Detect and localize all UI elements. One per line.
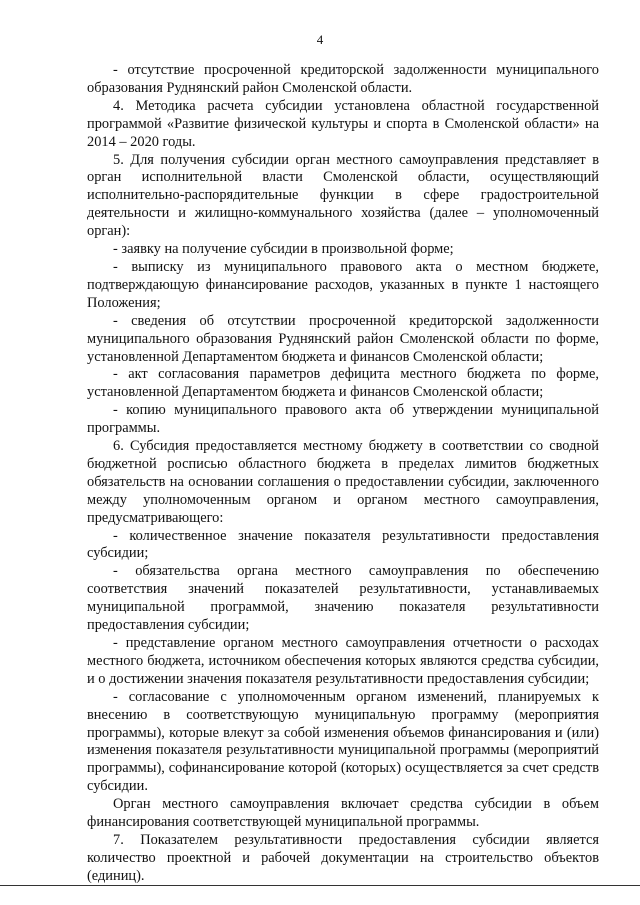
list-item-budget-extract: - выписку из муниципального правового акта о местном бюджете, подтверждающую финансирование расходов, указанных в пункте 1 настоящего Положения; [87,258,599,311]
page-number: 4 [316,32,324,47]
list-item-debt-info: - сведения об отсутствии просроченной кредиторской задолженности муниципального образования Руднянский район Смоленской области по форме, установленной Департаментом бюджета и финансов Смоленской области; [87,312,599,365]
paragraph-4-calculation-method: 4. Методика расчета субсидии установлена областной государственной программой «Развитие физической культуры и спорта в Смоленской области» на 2014 – 2020 годы. [87,97,599,150]
paragraph-5-documents: 5. Для получения субсидии орган местного самоуправления представляет в орган исполнительной власти Смоленской области, осуществляющий исполнительно-распорядительные функции в сфере градостроительной деятельности и жилищно-коммунального хозяйства (далее – уполномоченный орган): [87,151,599,240]
list-item-obligations: - обязательства органа местного самоуправления по обеспечению соответствия значений показателей результативности, устанавливаемых муниципальной программой, значению показателя результативности предоставления субсидии; [87,563,599,634]
paragraph-no-overdue-debt: - отсутствие просроченной кредиторской задолженности муниципального образования Руднянский район Смоленской области. [87,62,599,96]
paragraph-6-subsidy-agreement: 6. Субсидия предоставляется местному бюджету в соответствии со сводной бюджетной росписью областного бюджета в пределах лимитов бюджетных обязательств на основании соглашения о предоставлении субсидии, заключенного между уполномоченным органом и органом местного самоуправления, предусматривающего: [87,438,599,526]
list-item-reporting: - представление органом местного самоуправления отчетности о расходах местного бюджета, источником обеспечения которых являются средства субсидии, и о достижении значения показателя результативности предоставления субсидии; [87,635,599,687]
paragraph-funding-inclusion: Орган местного самоуправления включает средства субсидии в объем финансирования соответствующей муниципальной программы. [87,796,599,831]
list-item-application: - заявку на получение субсидии в произвольной форме; [113,241,454,258]
bottom-divider [0,885,640,886]
list-item-deficit-act: - акт согласования параметров дефицита местного бюджета по форме, установленной Департаментом бюджета и финансов Смоленской области; [87,366,599,401]
paragraph-7-performance-indicator: 7. Показателем результативности предоставления субсидии является количество проектной и рабочей документации на строительство объектов (единиц). [87,831,599,884]
document-body [87,62,599,886]
list-item-program-copy: - копию муниципального правового акта об утверждении муниципальной программы. [87,402,599,437]
list-item-indicator-value: - количественное значение показателя результативности предоставления субсидии; [87,527,599,562]
list-item-approval-changes: - согласование с уполномоченным органом изменений, планируемых к внесению в соответствующую муниципальную программу (мероприятия программы), которые влекут за собой изменения объемов финансирования и (или) изменения показателя результативности муниципальной программы (мероприятий программы), софинансирование которой (которых) осуществляется за счет средств субсидии. [87,688,599,795]
